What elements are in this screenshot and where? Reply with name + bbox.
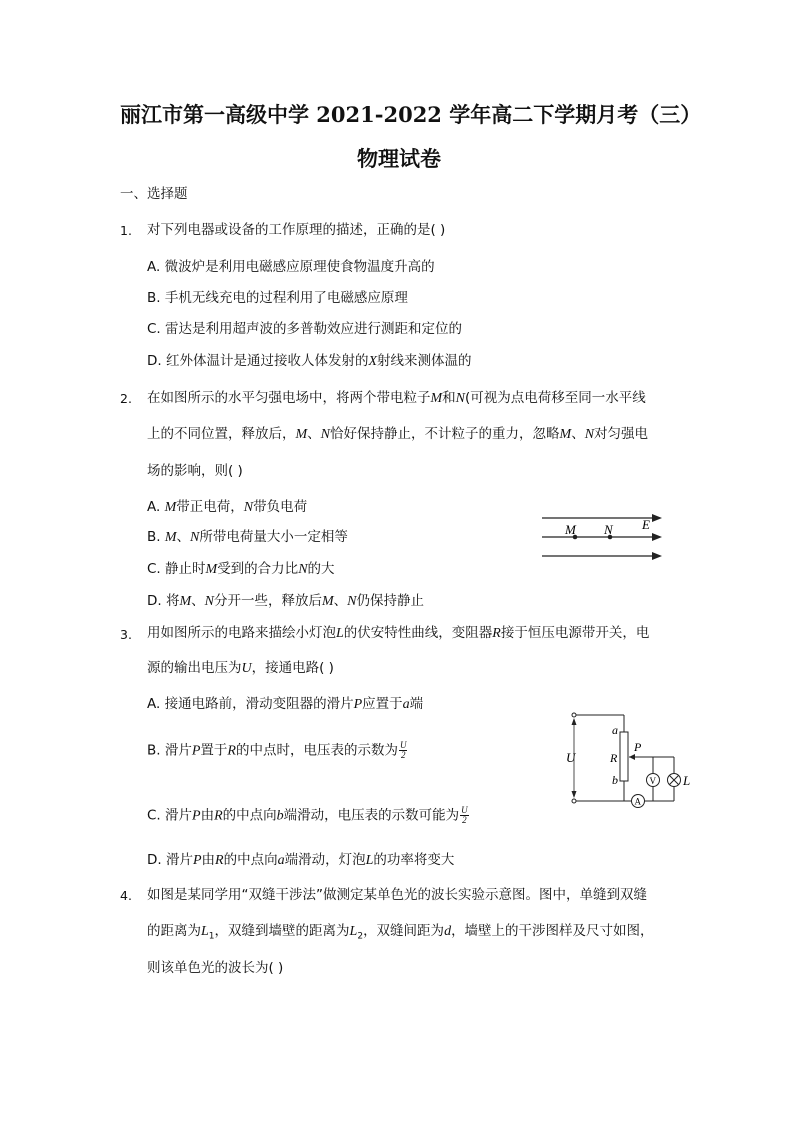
label-p: P (634, 740, 642, 754)
q3-stem-line2: 源的输出电压为U，接通电路( ) (147, 660, 334, 676)
label-l: L (683, 773, 691, 788)
q1-option-b: B. 手机无线充电的过程利用了电磁感应原理 (147, 290, 408, 306)
q2-stem-line3: 场的影响，则( ) (147, 463, 243, 479)
q3-number: 3. (120, 627, 132, 642)
q1-option-d: D. 红外体温计是通过接收人体发射的X射线来测体温的 (147, 353, 472, 369)
q2-stem-line1: 在如图所示的水平匀强电场中，将两个带电粒子M和N(可视为点电荷移至同一水平线 (147, 390, 646, 406)
arrow-head (572, 718, 577, 725)
label-am: A (634, 796, 641, 807)
label-e: E (642, 517, 650, 532)
q3-option-a: A. 接通电路前，滑动变阻器的滑片P应置于a端 (147, 696, 424, 712)
label-m: M (565, 522, 576, 537)
label-b: b (612, 773, 618, 787)
q3-stem-line1: 用如图所示的电路来描绘小灯泡L的伏安特性曲线，变阻器R接于恒压电源带开关，电 (147, 625, 650, 641)
section-heading: 一、选择题 (120, 186, 188, 202)
q4-stem-line1: 如图是某同学用“双缝干涉法”做测定某单色光的波长实验示意图。图中，单缝到双缝 (147, 887, 647, 903)
rheostat (620, 732, 628, 781)
q2-number: 2. (120, 391, 132, 406)
q2-option-a: A. M带正电荷，N带负电荷 (147, 499, 308, 515)
q1-number: 1. (120, 223, 132, 238)
label-n: N (604, 522, 613, 537)
label-u: U (566, 750, 576, 765)
exam-title: 丽江市第一高级中学 2021-2022 学年高二下学期月考（三） (120, 102, 702, 127)
q4-stem-line2: 的距离为$L_1$，双缝到墙壁的距离为$L_2$，双缝间距为d，墙壁上的干涉图样及尺寸如图， (147, 923, 654, 942)
q3-option-b: B. 滑片P置于R的中点时，电压表的示数为 $\frac{U}{2}$ (147, 740, 407, 760)
q3-option-c: C. 滑片P由R的中点向b端滑动，电压表的示数可能为 $\frac{U}{2}$ (147, 805, 468, 825)
q2-stem-line2: 上的不同位置，释放后，M、N恰好保持静止，不计粒子的重力，忽略M、N对匀强电 (147, 426, 649, 442)
q1-option-c: C. 雷达是利用超声波的多普勒效应进行测距和定位的 (147, 321, 463, 337)
q3-option-d: D. 滑片P由R的中点向a端滑动，灯泡L的功率将变大 (147, 852, 455, 868)
slider-arrow (629, 754, 635, 760)
terminal-top (572, 713, 576, 717)
fraction-u-over-2: $\frac{U}{2}$ (461, 805, 468, 825)
fraction-u-over-2: $\frac{U}{2}$ (399, 740, 407, 760)
label-r: R (610, 751, 618, 765)
exam-subtitle: 物理试卷 (357, 146, 441, 171)
label-v: V (649, 776, 656, 786)
q4-number: 4. (120, 888, 132, 903)
q2-option-d: D. 将M、N分开一些，释放后M、N仍保持静止 (147, 593, 425, 609)
q4-stem-line3: 则该单色光的波长为( ) (147, 960, 284, 976)
arrow-head (652, 552, 662, 560)
q2-option-c: C. 静止时M受到的合力比N的大 (147, 561, 335, 577)
arrow-head (652, 514, 662, 522)
q2-option-b: B. M、N所带电荷量大小一定相等 (147, 529, 348, 545)
arrow-head (652, 533, 662, 541)
q1-option-a: A. 微波炉是利用电磁感应原理使食物温度升高的 (147, 259, 435, 275)
terminal-bottom (572, 799, 576, 803)
q1-stem: 对下列电器或设备的工作原理的描述，正确的是( ) (147, 222, 446, 238)
label-a: a (612, 723, 618, 737)
q2-field-figure (538, 508, 668, 564)
arrow-head (572, 791, 577, 798)
q3-circuit-figure (562, 710, 702, 810)
